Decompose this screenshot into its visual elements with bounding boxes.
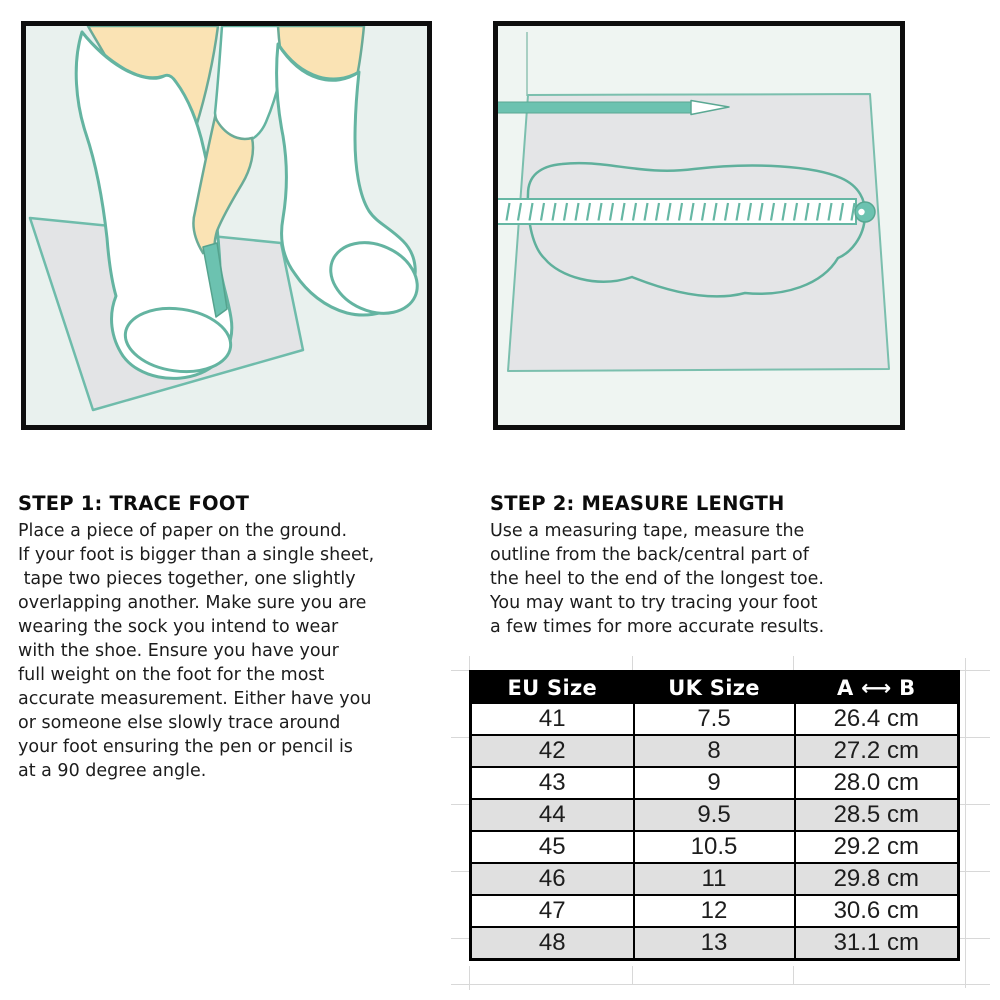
text-line: full weight on the foot for the most bbox=[18, 665, 325, 685]
trace-foot-drawing bbox=[26, 26, 427, 425]
table-cell: 28.5 cm bbox=[795, 799, 959, 831]
text-line: tape two pieces together, one slightly bbox=[18, 569, 356, 589]
paper-sheet bbox=[508, 94, 889, 371]
table-row bbox=[471, 863, 959, 895]
measure-length-drawing bbox=[498, 26, 900, 425]
text-line: You may want to try tracing your foot bbox=[490, 593, 818, 613]
table-cell: 44 bbox=[471, 799, 634, 831]
step1-section bbox=[18, 492, 374, 783]
table-row bbox=[471, 735, 959, 767]
table-cell: 10.5 bbox=[634, 831, 795, 863]
text-line: Use a measuring tape, measure the bbox=[490, 521, 805, 541]
table-row bbox=[471, 831, 959, 863]
table-cell: 31.1 cm bbox=[795, 927, 959, 960]
table-cell: 12 bbox=[634, 895, 795, 927]
table-cell: 48 bbox=[471, 927, 634, 960]
step2-heading: STEP 2: MEASURE LENGTH bbox=[490, 492, 785, 515]
trace-foot-illustration bbox=[21, 21, 432, 430]
step2-section bbox=[490, 492, 824, 639]
table-cell: 41 bbox=[471, 703, 634, 735]
table-row bbox=[471, 927, 959, 960]
table-cell: 27.2 cm bbox=[795, 735, 959, 767]
table-header-uk-size: UK Size bbox=[634, 672, 795, 704]
text-line: overlapping another. Make sure you are bbox=[18, 593, 367, 613]
table-cell: 42 bbox=[471, 735, 634, 767]
table-cell: 7.5 bbox=[634, 703, 795, 735]
text-line: Place a piece of paper on the ground. bbox=[18, 521, 348, 541]
text-line: accurate measurement. Either have you bbox=[18, 689, 372, 709]
table-cell: 11 bbox=[634, 863, 795, 895]
measure-length-illustration bbox=[493, 21, 905, 430]
table-cell: 43 bbox=[471, 767, 634, 799]
table-row bbox=[471, 799, 959, 831]
table-header-eu-size: EU Size bbox=[471, 672, 634, 704]
table-cell: 46 bbox=[471, 863, 634, 895]
text-line: If your foot is bigger than a single sheet, bbox=[18, 545, 375, 565]
table-cell: 9.5 bbox=[634, 799, 795, 831]
table-cell: 45 bbox=[471, 831, 634, 863]
text-line: your foot ensuring the pen or pencil is bbox=[18, 737, 353, 757]
table-cell: 30.6 cm bbox=[795, 895, 959, 927]
step2-instructions bbox=[490, 519, 824, 639]
table-cell: 47 bbox=[471, 895, 634, 927]
table-header-row bbox=[471, 672, 959, 704]
table-row bbox=[471, 767, 959, 799]
table-cell: 13 bbox=[634, 927, 795, 960]
pencil-icon bbox=[498, 102, 691, 113]
step1-instructions bbox=[18, 519, 374, 783]
table-header-a-to-b: A ⟷ B bbox=[795, 672, 959, 704]
table-row bbox=[471, 895, 959, 927]
text-line: or someone else slowly trace around bbox=[18, 713, 341, 733]
tape-end-hook bbox=[855, 202, 875, 222]
text-line: with the shoe. Ensure you have your bbox=[18, 641, 339, 661]
table-cell: 9 bbox=[634, 767, 795, 799]
table-row bbox=[471, 703, 959, 735]
table-cell: 26.4 cm bbox=[795, 703, 959, 735]
table-cell: 29.8 cm bbox=[795, 863, 959, 895]
table-cell: 8 bbox=[634, 735, 795, 767]
text-line: outline from the back/central part of bbox=[490, 545, 809, 565]
table-cell: 28.0 cm bbox=[795, 767, 959, 799]
text-line: a few times for more accurate results. bbox=[490, 617, 825, 637]
tape-end-hole bbox=[858, 209, 864, 215]
size-table bbox=[469, 670, 960, 961]
text-line: the heel to the end of the longest toe. bbox=[490, 569, 824, 589]
step1-heading: STEP 1: TRACE FOOT bbox=[18, 492, 250, 515]
text-line: wearing the sock you intend to wear bbox=[18, 617, 339, 637]
table-cell: 29.2 cm bbox=[795, 831, 959, 863]
text-line: at a 90 degree angle. bbox=[18, 761, 207, 781]
